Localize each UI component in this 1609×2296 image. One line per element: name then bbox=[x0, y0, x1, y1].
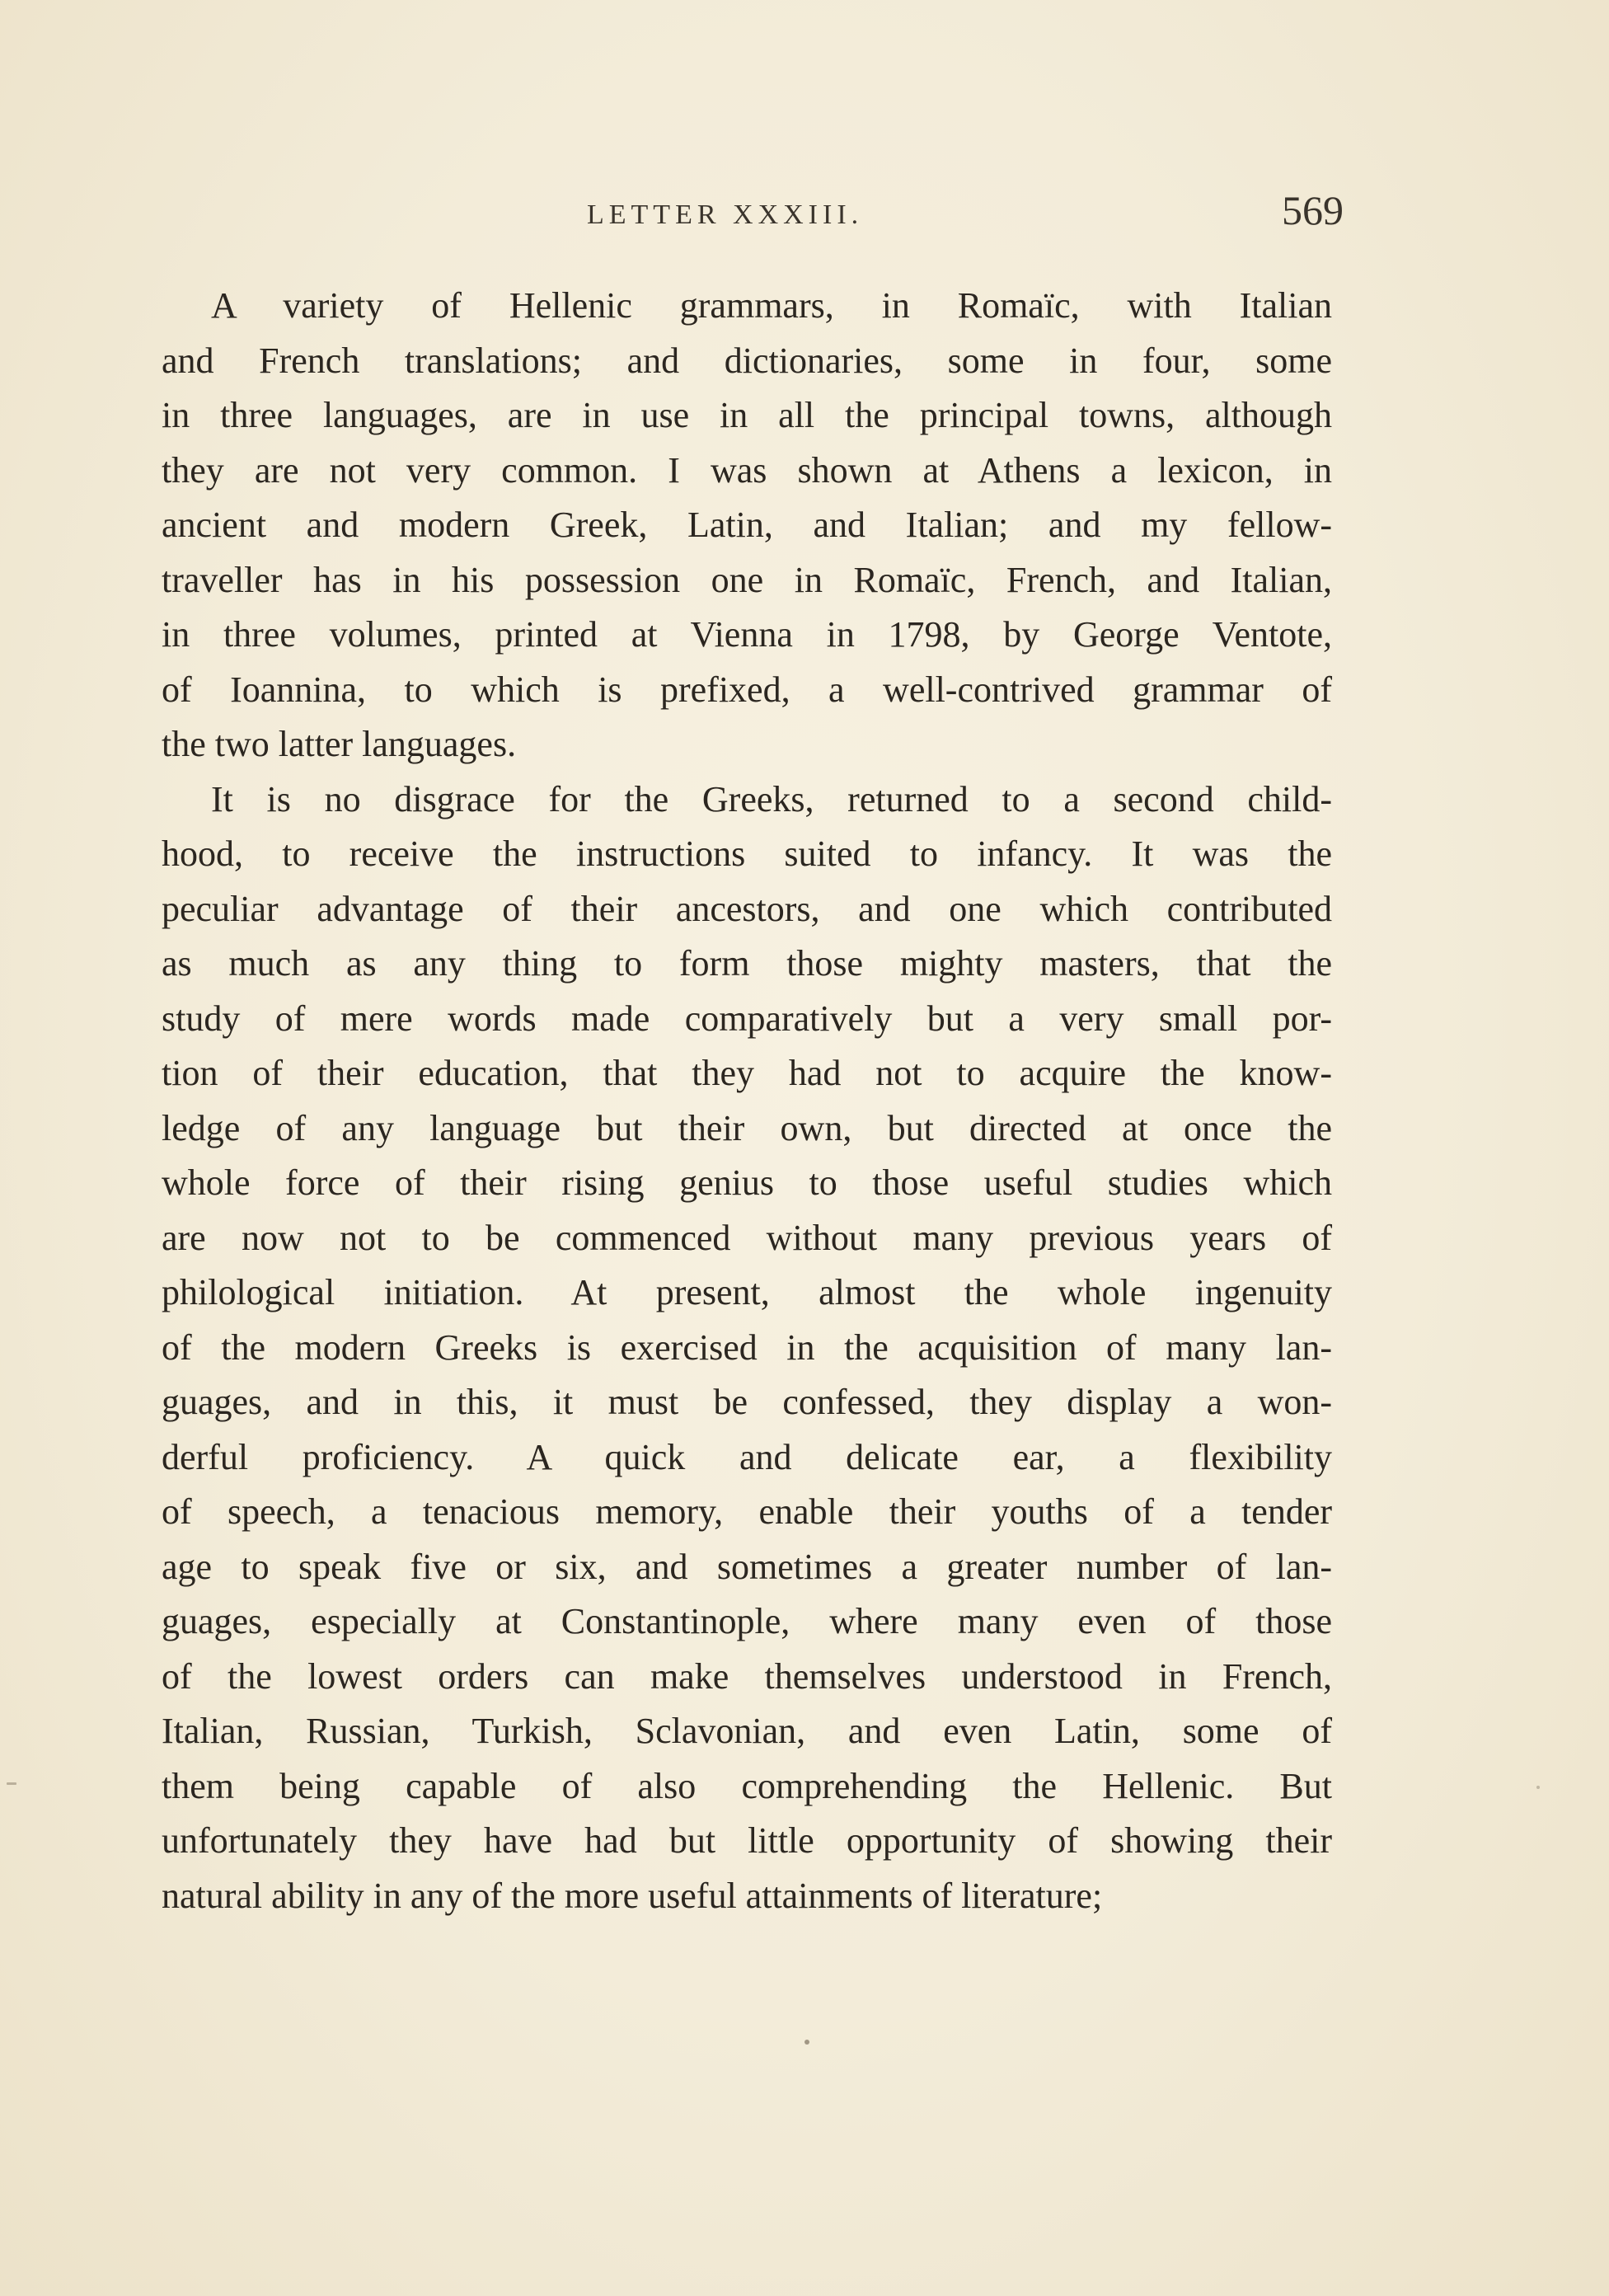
text-line: whole force of their rising genius to those useful studies which bbox=[162, 1162, 1332, 1203]
text-line: philological initiation. At present, almost the whole ingenuity bbox=[162, 1272, 1332, 1312]
paper-speck bbox=[804, 2040, 809, 2045]
text-line: guages, especially at Constantinople, where many even of those bbox=[162, 1601, 1332, 1641]
text-line: of the lowest orders can make themselves understood in French, bbox=[162, 1655, 1332, 1697]
text-line: and French translations; and dictionaries, some in four, some bbox=[162, 340, 1332, 381]
text-line: of Ioannina, to which is prefixed, a well-contrived grammar of bbox=[162, 669, 1332, 710]
text-line: A variety of Hellenic grammars, in Romaïc, with Italian bbox=[211, 285, 1332, 326]
text-line: unfortunately they have had but little opportunity of showing their bbox=[162, 1820, 1332, 1861]
text-line: of speech, a tenacious memory, enable their youths of a tender bbox=[162, 1491, 1332, 1532]
text-line: hood, to receive the instructions suited to infancy. It was the bbox=[162, 833, 1332, 874]
text-line: peculiar advantage of their ancestors, and one which contributed bbox=[162, 888, 1332, 929]
text-line: Italian, Russian, Turkish, Sclavonian, and even Latin, some of bbox=[162, 1711, 1332, 1751]
text-line: the two latter languages. bbox=[162, 724, 517, 764]
text-line: them being capable of also comprehending the Hellenic. But bbox=[162, 1765, 1332, 1806]
text-line: age to speak five or six, and sometimes a greater number of lan- bbox=[162, 1546, 1332, 1587]
text-line: they are not very common. I was shown at Athens a lexicon, in bbox=[162, 449, 1332, 491]
text-line: in three volumes, printed at Vienna in 1798, by George Ventote, bbox=[162, 614, 1332, 655]
running-head bbox=[0, 187, 1609, 249]
text-line: traveller has in his possession one in Romaïc, French, and Italian, bbox=[162, 559, 1332, 600]
text-line: guages, and in this, it must be confessed, they display a won- bbox=[162, 1382, 1332, 1422]
text-line: natural ability in any of the more useful attainments of literature; bbox=[162, 1875, 1103, 1916]
paper-speck bbox=[7, 1782, 16, 1785]
text-line: are now not to be commenced without many previous years of bbox=[162, 1217, 1332, 1258]
text-line: It is no disgrace for the Greeks, returned to a second child- bbox=[211, 778, 1332, 819]
text-line: as much as any thing to form those mighty masters, that the bbox=[162, 943, 1332, 984]
text-line: in three languages, are in use in all the principal towns, although bbox=[162, 395, 1332, 435]
text-line: ledge of any language but their own, but directed at once the bbox=[162, 1107, 1332, 1148]
page-number: 569 bbox=[1282, 187, 1344, 233]
paper-speck bbox=[1536, 1786, 1540, 1789]
body-text bbox=[162, 279, 1332, 1923]
text-line: derful proficiency. A quick and delicate ear, a flexibility bbox=[162, 1436, 1332, 1477]
text-line: ancient and modern Greek, Latin, and Italian; and my fellow- bbox=[162, 505, 1332, 545]
text-line: study of mere words made comparatively but a very small por- bbox=[162, 998, 1332, 1039]
text-line: tion of their education, that they had not to acquire the know- bbox=[162, 1053, 1332, 1093]
letter-title: LETTER XXXIII. bbox=[587, 200, 864, 230]
text-line: of the modern Greeks is exercised in the acquisition of many lan- bbox=[162, 1326, 1332, 1368]
